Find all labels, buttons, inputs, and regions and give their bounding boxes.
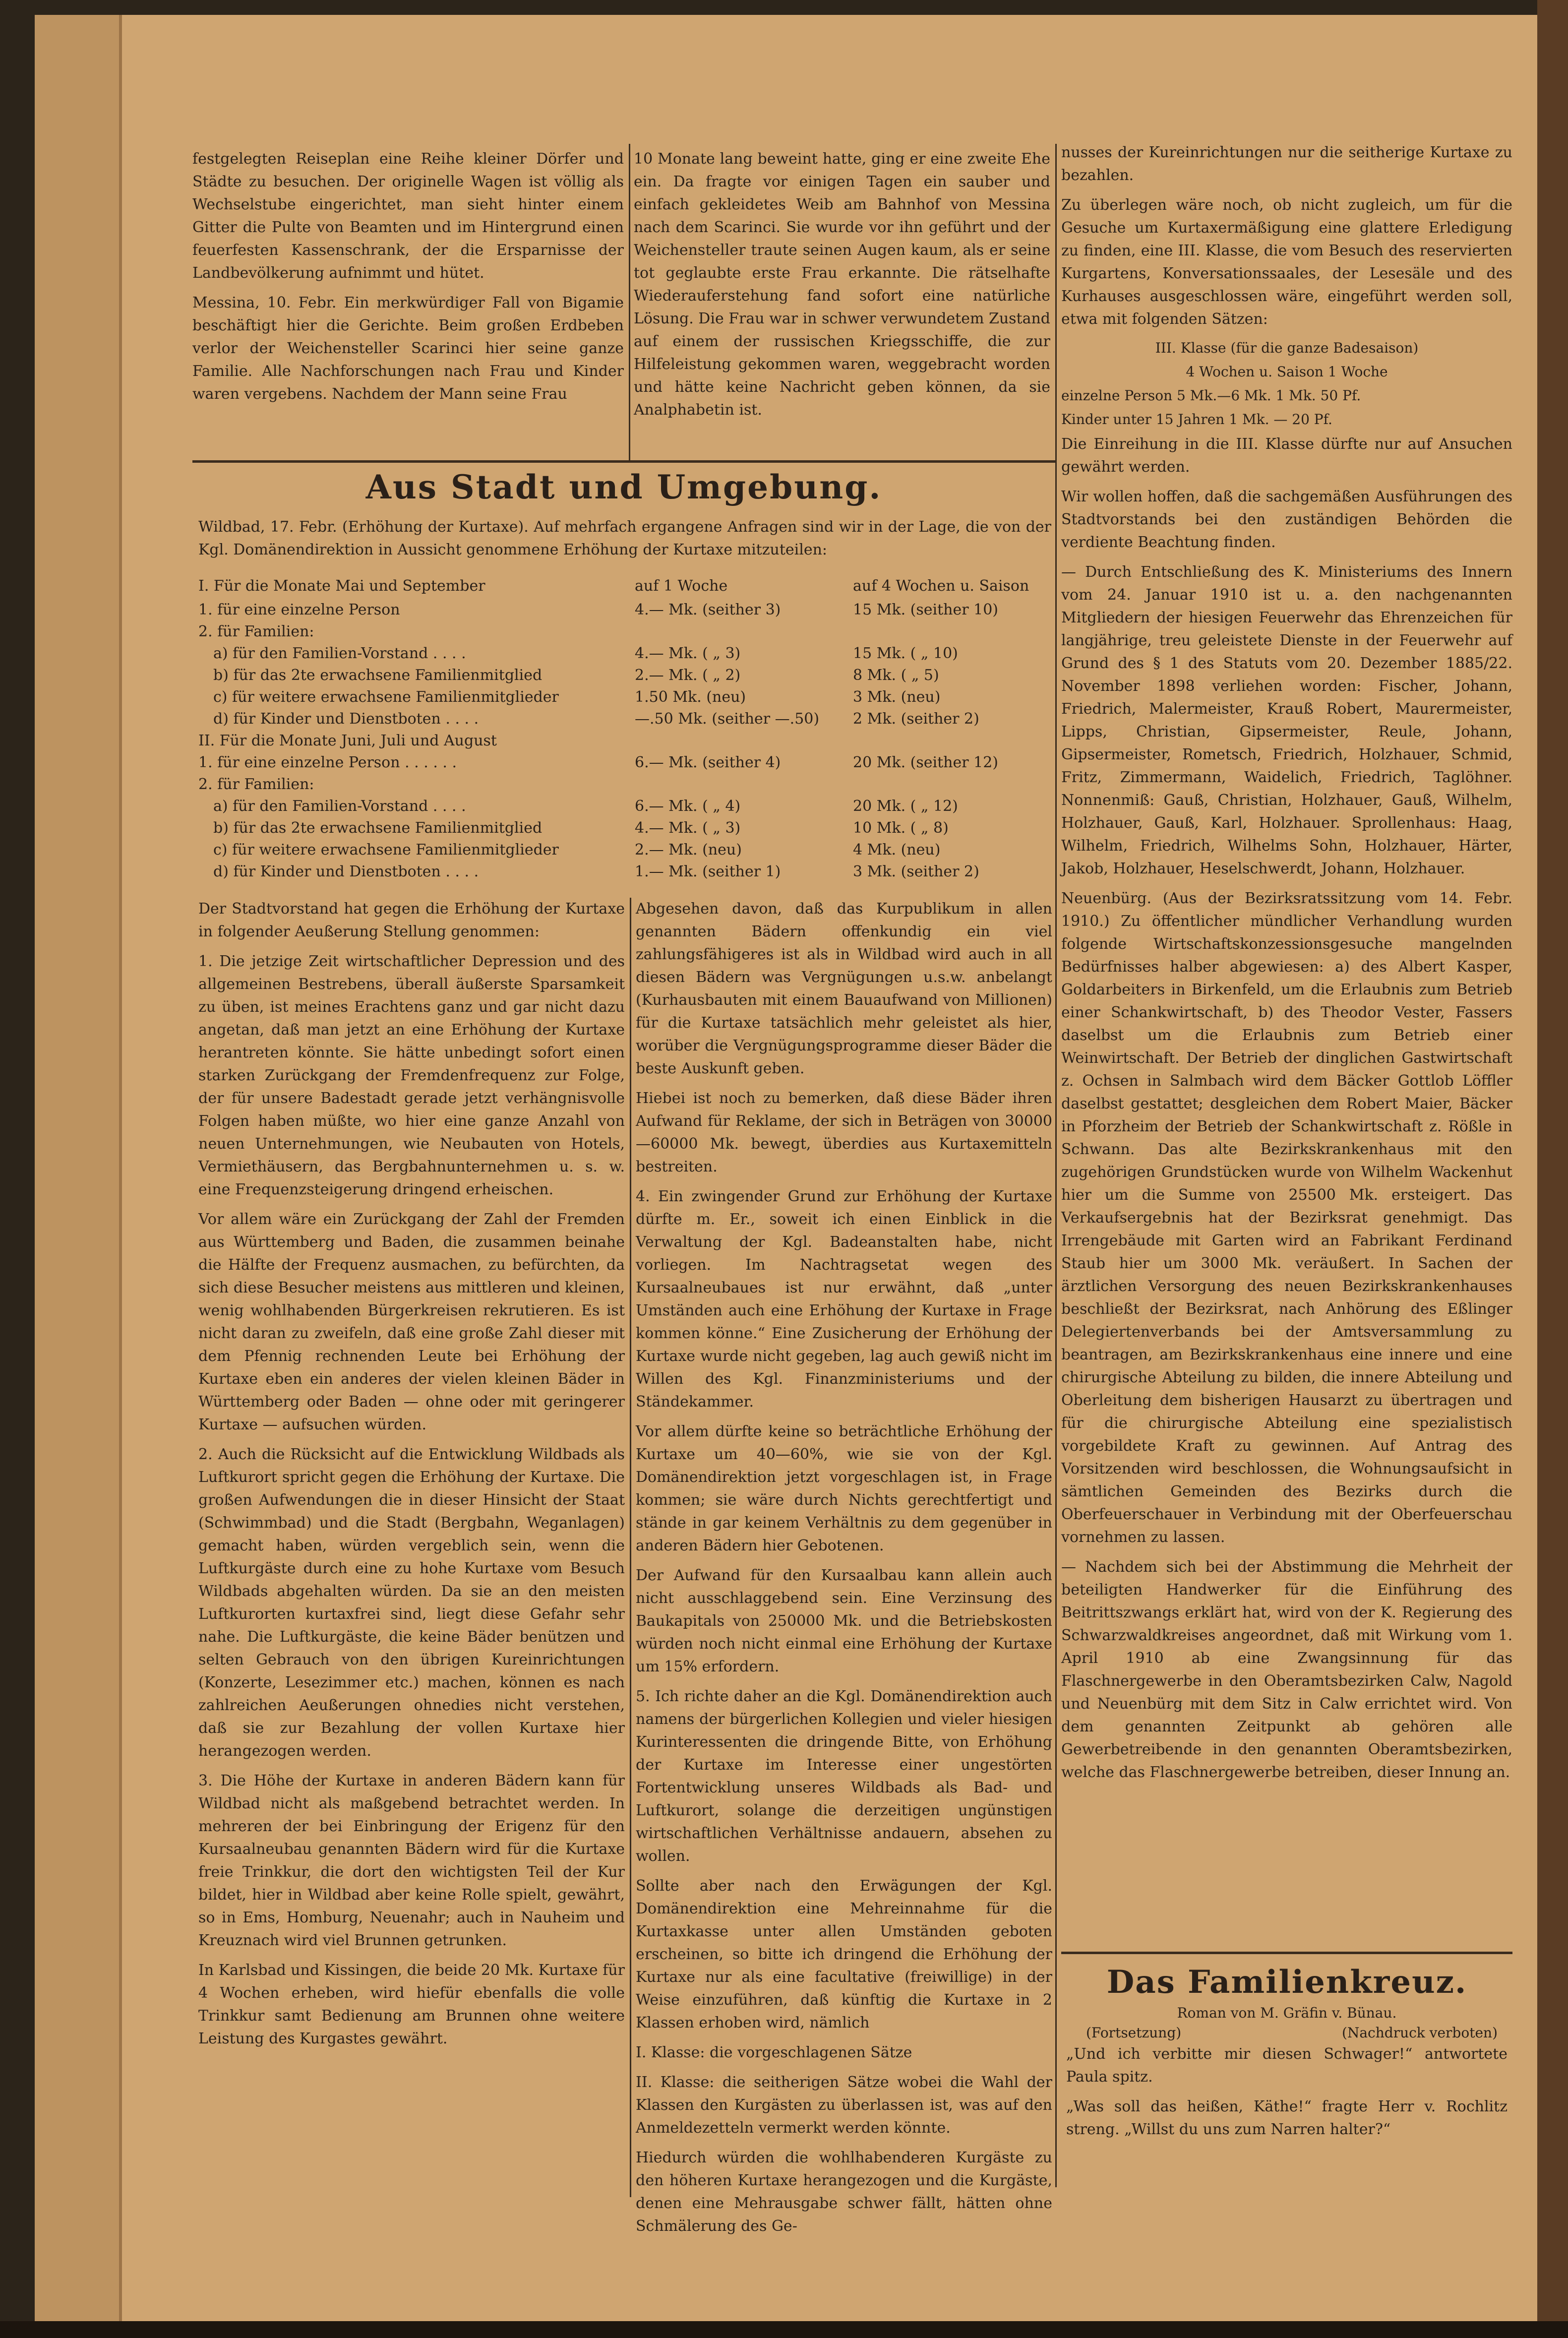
novel-nachdruck: (Nachdruck verboten) <box>1341 2025 1498 2041</box>
novel-section <box>1066 1962 1508 2200</box>
table-cell: d) für Kinder und Dienstboten . . . . <box>213 710 479 728</box>
paragraph: Neuenbürg. (Aus der Bezirksratssitzung vom 14. Febr. 1910.) Zu öffentlicher mündlicher Verhandlung wurden folgende Wirtschaftskonzessionsgesuche mangelnden Bedürfnisses halber abgewiesen: a) des Albert Kasper, Goldarbeiters in Birkenfeld, um die Erlaubnis zum Betrieb einer Schankwirtschaft, b) des Theodor Vester, Fassers daselbst um die Erlaubnis zum Betrieb einer Weinwirtschaft. Der Betrieb der dinglichen Gastwirtschaft z. Ochsen in Salmbach wird dem Bäcker Gottlob Löffler daselbst gestattet; desgleichen dem Robert Maier, Bäcker in Pforzheim der Betrieb der Schankwirtschaft z. Rößle in Schwann. Das alte Bezirkskrankenhaus mit den zugehörigen Grundstücken wurde von Wilhelm Wackenhut hier um die Summe von 25500 Mk. ersteigert. Das Verkaufsergebnis hat der Bezirksrat genehmigt. Das Irrengebäude mit Garten wird an Fabrikant Ferdinand Staub hier um 3000 Mk. veräußert. In Sachen der ärztlichen Versorgung des neuen Bezirkskrankenhauses beschließt der Bezirksrat, nach Anhörung des Eßlinger Delegiertenverbands bei der Amtsversammlung zu beantragen, am Bezirkskrankenhaus eine innere und eine chirurgische Abteilung zu bilden, die innere Abteilung und Oberleitung dem bisherigen Hausarzt zu übertragen und für die chirurgische Abteilung eine spezialistisch vorgebildete Kraft zu gewinnen. Auf Antrag des Vorsitzenden wird beschlossen, die Wohnungsaufsicht in sämtlichen Gemeinden des Bezirks durch die Oberfeuerschauer in Verbindung mit der Oberfeuerschau vornehmen zu lassen. <box>1061 890 1512 1546</box>
table-header-period: I. Für die Monate Mai und September <box>198 577 485 595</box>
table-cell: 2.— Mk. ( „ 2) <box>635 667 741 684</box>
paragraph: Hiedurch würden die wohlhabenderen Kurgäste zu den höheren Kurtaxe herangezogen und die Kurgäste, denen eine Mehrausgabe schwer fällt, hätten ohne Schmälerung des Ge- <box>636 2149 1052 2235</box>
table-cell: 1. für eine einzelne Person <box>198 601 400 618</box>
paragraph: „Und ich verbitte mir diesen Schwager!“ antwortete Paula spitz. <box>1066 2045 1508 2086</box>
table-cell: 1. für eine einzelne Person . . . . . . <box>198 754 457 771</box>
column-rule <box>630 898 631 2197</box>
table-cell: 2.— Mk. (neu) <box>635 841 742 859</box>
paragraph: In Karlsbad und Kissingen, die beide 20 Mk. Kurtaxe für 4 Wochen erheben, wird hiefür ebenfalls die volle Trinkkur samt Bedienung am Brunnen ohne weitere Leistung des Kurgastes gewährt. <box>198 1962 625 2047</box>
table-cell: 6.— Mk. (seither 4) <box>635 754 781 771</box>
table-cell: 4.— Mk. (seither 3) <box>635 601 781 618</box>
paragraph: Sollte aber nach den Erwägungen der Kgl. Domänendirektion eine Mehreinnahme für die Kurtaxkasse unter allen Umständen geboten erscheinen, so bitte ich dringend die Erhöhung der Kurtaxe nur als eine facultative (freiwillige) in der Weise einzuführen, daß künftig die Kurtaxe in 2 Klassen erhoben wird, nämlich <box>636 1877 1052 2031</box>
table-cell: 15 Mk. (seither 10) <box>853 601 999 618</box>
novel-byline: Roman von M. Gräfin v. Bünau. <box>1177 2005 1397 2021</box>
table-cell: a) für den Familien-Vorstand . . . . <box>213 645 466 662</box>
table-cell: 3 Mk. (seither 2) <box>853 863 979 880</box>
table-row <box>198 665 1061 686</box>
paragraph: Wir wollen hoffen, daß die sachgemäßen Ausführungen des Stadtvorstands bei den zuständigen Behörden die verdiente Beachtung finden. <box>1061 488 1512 551</box>
right-column <box>1061 141 1512 1947</box>
binding-edge <box>1537 0 1568 2338</box>
table-header-season: auf 4 Wochen u. Saison <box>853 577 1029 595</box>
paragraph: nusses der Kureinrichtungen nur die seitherige Kurtaxe zu bezahlen. <box>1061 144 1512 184</box>
article-messina: Messina, 10. Febr. Ein merkwürdiger Fall von Bigamie beschäftigt hier die Gerichte. Beim großen Erdbeben verlor der Weichensteller Scarinci hier seine ganze Familie. Alle Nachforschungen nach Frau und Kinder waren vergebens. Nachdem der Mann seine Frau <box>192 294 624 403</box>
article-wechselstube-end: festgelegten Reiseplan eine Reihe kleiner Dörfer und Städte zu besuchen. Der originelle Wagen ist völlig als Wechselstube eingerichtet, man sieht hinter einem Gitter die Pulte von Beamten und im Hintergrund einen feuerfesten Kassenschrank, der die Ersparnisse der Landbevölkerung aufnimmt und hütet. <box>192 150 624 282</box>
klasse3-row-kinder: Kinder unter 15 Jahren 1 Mk. — 20 Pf. <box>1061 411 1332 428</box>
table-header-row <box>198 575 1061 599</box>
table-row <box>198 752 1061 774</box>
table-cell: 4 Mk. (neu) <box>853 841 941 859</box>
table-cell: 15 Mk. ( „ 10) <box>853 645 958 662</box>
table-cell: 1.— Mk. (seither 1) <box>635 863 781 880</box>
table-row <box>198 621 1061 643</box>
table-cell: 1.50 Mk. (neu) <box>635 688 746 706</box>
novel-notes <box>1066 2023 1508 2043</box>
paragraph: 3. Die Höhe der Kurtaxe in anderen Bädern kann für Wildbad nicht als maßgebend betrachtet werden. In mehreren der bei Einbringung der Erigenz für den Kursaalneubau genannten Bädern wird für die Kurtaxe freie Trinkkur, die dort den wichtigsten Teil der Kur bildet, hier in Wildbad aber keine Rolle spielt, gewährt, so in Ems, Homburg, Neuenahr; auch in Nauheim und Kreuznach wird viel Brunnen getrunken. <box>198 1772 625 1949</box>
paragraph: Zu überlegen wäre noch, ob nicht zugleich, um für die Gesuche um Kurtaxermäßigung eine glattere Erledigung zu finden, eine III. Klasse, die vom Besuch des reservierten Kurgartens, Konversationssaales, der Lesesäle und des Kurhauses ausgeschlossen wäre, eingeführt werden soll, etwa mit folgenden Sätzen: <box>1061 196 1512 328</box>
page-margin-strip <box>35 15 122 2326</box>
kurtaxe-intro <box>198 516 1051 575</box>
table-row <box>198 774 1061 796</box>
klasse3-columns: 4 Wochen u. Saison 1 Woche <box>1186 364 1388 380</box>
table-header-week: auf 1 Woche <box>635 577 728 595</box>
bottom-binding <box>0 2321 1568 2338</box>
table-cell: —.50 Mk. (seither —.50) <box>635 710 820 728</box>
table-cell: b) für das 2te erwachsene Familienmitglied <box>213 667 543 684</box>
table-cell: d) für Kinder und Dienstboten . . . . <box>213 863 479 880</box>
paragraph: 1. Die jetzige Zeit wirtschaftlicher Depression und des allgemeinen Bestrebens, überall äußerste Sparsamkeit zu üben, ist meines Erachtens ganz und gar nicht dazu angetan, daß man jetzt an eine Erhöhung der Kurtaxe herantreten könnte. Sie hätte unbedingt sofort einen starken Zurückgang der Fremdenfrequenz zur Folge, der für unsere Badestadt gerade jetzt verhängnisvolle Folgen haben müßte, wo hier eine ganze Anzahl von neuen Unternehmungen, wie Neubauten von Hotels, Vermiethäusern, das Bergbahnunternehmen u. s. w. eine Frequenzsteigerung dringend erheischen. <box>198 953 625 1198</box>
table-cell: 8 Mk. ( „ 5) <box>853 667 939 684</box>
paragraph: Der Aufwand für den Kursaalbau kann allein auch nicht ausschlaggebend sein. Eine Verzinsung des Baukapitals von 250000 Mk. und die Betriebskosten würden noch nicht einmal eine Erhöhung der Kurtaxe um 15% erfordern. <box>636 1567 1052 1675</box>
paragraph: Vor allem dürfte keine so beträchtliche Erhöhung der Kurtaxe um 40—60%, wie sie von der Kgl. Domänendirektion jetzt vorgeschlagen ist, in Frage kommen; sie wäre durch Nichts gerechtfertigt und stände in gar keinem Verhältnis zu dem gegenüber in anderen Bädern hier Gebotenen. <box>636 1423 1052 1554</box>
paragraph: — Durch Entschließung des K. Ministeriums des Innern vom 24. Januar 1910 ist u. a. den nachgenannten Mitgliedern der hiesigen Feuerwehr das Ehrenzeichen für langjährige, treu geleistete Dienste in der Feuerwehr auf Grund des § 1 des Statuts vom 20. Dezember 1885/22. November 1898 verliehen worden: Fischer, Johann, Friedrich, Malermeister, Krauß Robert, Maurermeister, Lipps, Christian, Gipsermeister, Reule, Johann, Gipsermeister, Rometsch, Friedrich, Holzhauer, Schmid, Fritz, Zimmermann, Waidelich, Friedrich, Taglöhner. Nonnenmiß: Gauß, Christian, Holzhauer, Gauß, Wilhelm, Holzhauer, Gauß, Karl, Holzhauer. Sprollenhaus: Haag, Wilhelm, Friedrich, Wilhelms Sohn, Holzhauer, Härter, Jakob, Holzhauer, Heselschwerdt, Johann, Holzhauer. <box>1061 563 1512 877</box>
table-cell: 2. für Familien: <box>198 776 314 793</box>
section-rule <box>192 460 1055 463</box>
table-row <box>198 643 1061 665</box>
table-cell: b) für das 2te erwachsene Familienmitglied <box>213 819 543 837</box>
table-cell: 6.— Mk. ( „ 4) <box>635 798 741 815</box>
kurtaxe-table <box>198 575 1061 883</box>
table-cell: 10 Mk. ( „ 8) <box>853 819 949 837</box>
table-cell: 4.— Mk. ( „ 3) <box>635 819 741 837</box>
paragraph: „Was soll das heißen, Käthe!“ fragte Herr v. Rochlitz streng. „Willst du uns zum Narren halter?“ <box>1066 2098 1508 2138</box>
kurtaxe-intro-text: Wildbad, 17. Febr. (Erhöhung der Kurtaxe). Auf mehrfach ergangene Anfragen sind wir in der Lage, die von der Kgl. Domänendirektion in Aussicht genommene Erhöhung der Kurtaxe mitzuteilen: <box>198 518 1051 558</box>
paragraph: Abgesehen davon, daß das Kurpublikum in allen genannten Bädern offenkundig ein viel zahlungsfähigeres ist als in Wildbad wird auch in all diesen Bädern was Vergnügungen u.s.w. anbelangt (Kurhausbauten mit einem Bauaufwand von Millionen) für die Kurtaxe tatsächlich mehr geleistet als hier, worüber die Vergnügungsprogramme dieser Bäder die beste Auskunft geben. <box>636 900 1052 1077</box>
table-cell: a) für den Familien-Vorstand . . . . <box>213 798 466 815</box>
paragraph: 5. Ich richte daher an die Kgl. Domänendirektion auch namens der bürgerlichen Kollegien und vieler hiesigen Kurinteressenten die dringende Bitte, von Erhöhung der Kurtaxe im Interesse einer ungestörten Fortentwicklung unseres Wildbads als Bad- und Luftkurort, solange die derzeitigen ungünstigen wirtschaftlichen Verhältnisse andauern, absehen zu wollen. <box>636 1688 1052 1865</box>
paragraph: Hiebei ist noch zu bemerken, daß diese Bäder ihren Aufwand für Reklame, der sich in Beträgen von 30000—60000 Mk. bewegt, überdies aus Kurtaxemitteln bestreiten. <box>636 1090 1052 1175</box>
table-row <box>198 839 1061 861</box>
column-rule <box>1055 144 1057 2187</box>
paragraph: Der Stadtvorstand hat gegen die Erhöhung der Kurtaxe in folgender Aeußerung Stellung genommen: <box>198 900 625 940</box>
section-heading: Aus Stadt und Umgebung. <box>365 468 882 506</box>
paragraph: 4. Ein zwingender Grund zur Erhöhung der Kurtaxe dürfte m. Er., soweit ich einen Einblick in die Verwaltung der Kgl. Badeanstalten habe, nicht vorliegen. Im Nachtragsetat wegen des Kursaalneubaues ist nur erwähnt, daß „unter Umständen auch eine Erhöhung der Kurtaxe in Frage kommen könne.“ Eine Zusicherung der Erhöhung der Kurtaxe wurde nicht gegeben, lag auch gewiß nicht im Willen des Kgl. Finanzministeriums und der Ständekammer. <box>636 1188 1052 1411</box>
table-row <box>198 599 1061 621</box>
table-row <box>198 708 1061 730</box>
table-row <box>198 686 1061 708</box>
table-row <box>198 796 1061 817</box>
paragraph: I. Klasse: die vorgeschlagenen Sätze <box>636 2044 912 2061</box>
table-cell: c) für weitere erwachsene Familienmitglieder <box>213 688 559 706</box>
table-cell: 2 Mk. (seither 2) <box>853 710 979 728</box>
paragraph: Die Einreihung in die III. Klasse dürfte nur auf Ansuchen gewährt werden. <box>1061 435 1512 476</box>
top-column-2 <box>634 148 1050 455</box>
table-cell: 20 Mk. ( „ 12) <box>853 798 958 815</box>
paragraph: — Nachdem sich bei der Abstimmung die Mehrheit der beteiligten Handwerker für die Einführung des Beitrittszwangs erklärt hat, wird von der K. Regierung des Schwarzwaldkreises angeordnet, daß mit Wirkung vom 1. April 1910 ab eine Zwangsinnung für das Flaschnergewerbe in den Oberamtsbezirken Calw, Nagold und Neuenbürg mit dem Sitz in Calw errichtet wird. Von dem genannten Zeitpunkt ab gehören alle Gewerbetreibende in den genannten Oberamtsbezirken, welche das Flaschnergewerbe betreiben, dieser Innung an. <box>1061 1558 1512 1781</box>
klasse3-row-person: einzelne Person 5 Mk.—6 Mk. 1 Mk. 50 Pf. <box>1061 387 1361 404</box>
table-row <box>198 730 1061 752</box>
column-rule <box>629 144 630 461</box>
paragraph: 2. Auch die Rücksicht auf die Entwicklung Wildbads als Luftkurort spricht gegen die Erhöhung der Kurtaxe. Die großen Aufwendungen die in dieser Hinsicht der Staat (Schwimmbad) und die Stadt (Bergbahn, Weganlagen) gemacht haben, würden vergeblich sein, wenn die Luftkurgäste durch eine zu hohe Kurtaxe vom Besuch Wildbads abgehalten würden. Da sie an den meisten Luftkurorten kurtaxfrei sind, liegt diese Gefahr sehr nahe. Die Luftkurgäste, die keine Bäder benützen und selten Gebrauch von den übrigen Kureinrichtungen (Konzerte, Lesezimmer etc.) machen, können es nach zahlreichen Aeußerungen ohnedies nicht verstehen, daß sie zur Bezahlung der vollen Kurtaxe hier herangezogen werden. <box>198 1446 625 1760</box>
paragraph: II. Klasse: die seitherigen Sätze wobei die Wahl der Klassen den Kurgästen zu überlassen ist, was auf den Anmeldezetteln vermerkt werden könnte. <box>636 2074 1052 2137</box>
novel-rule <box>1061 1952 1512 1954</box>
table-cell: II. Für die Monate Juni, Juli und August <box>198 732 497 749</box>
table-row <box>198 817 1061 839</box>
novel-title: Das Familienkreuz. <box>1106 1964 1467 2001</box>
table-cell: 2. für Familien: <box>198 623 314 640</box>
klasse3-heading: III. Klasse (für die ganze Badesaison) <box>1155 340 1419 356</box>
table-cell: c) für weitere erwachsene Familienmitglieder <box>213 841 559 859</box>
paragraph: Vor allem wäre ein Zurückgang der Zahl der Fremden aus Württemberg und Baden, die zusammen beinahe die Hälfte der Frequenz ausmachen, zu befürchten, da sich diese Besucher meistens aus mittleren und kleinen, wenig wohlhabenden Bürgerkreisen rekrutieren. Es ist nicht daran zu zweifeln, daß eine große Zahl dieser mit dem Pfennig rechnenden Leute bei Erhöhung der Kurtaxe eben ein anderes der vielen kleinen Bäder in Württemberg oder Baden — ohne oder mit geringerer Kurtaxe — aufsuchen würden. <box>198 1211 625 1433</box>
table-cell: 3 Mk. (neu) <box>853 688 941 706</box>
article-messina-continued: 10 Monate lang beweint hatte, ging er eine zweite Ehe ein. Da fragte vor einigen Tagen ein sauber und einfach gekleidetes Weib am Bahnhof von Messina nach dem Scarinci. Sie wurde vor ihn geführt und der Weichensteller traute seinen Augen kaum, als er seine tot geglaubte erste Frau erkannte. Die rätselhafte Wiederauferstehung fand sofort eine natürliche Lösung. Die Frau war in schwer verwundetem Zustand auf einem der russischen Kriegsschiffe, die zur Hilfeleistung gekommen waren, weggebracht worden und hätte keine Nachricht geben können, da sie Analphabetin ist. <box>634 150 1050 419</box>
main-column-1 <box>198 898 625 2197</box>
main-column-2 <box>636 898 1052 2235</box>
table-cell: 20 Mk. (seither 12) <box>853 754 999 771</box>
top-column-1 <box>192 148 624 455</box>
table-row <box>198 861 1061 883</box>
novel-fortsetzung: (Fortsetzung) <box>1086 2025 1182 2041</box>
table-cell: 4.— Mk. ( „ 3) <box>635 645 741 662</box>
